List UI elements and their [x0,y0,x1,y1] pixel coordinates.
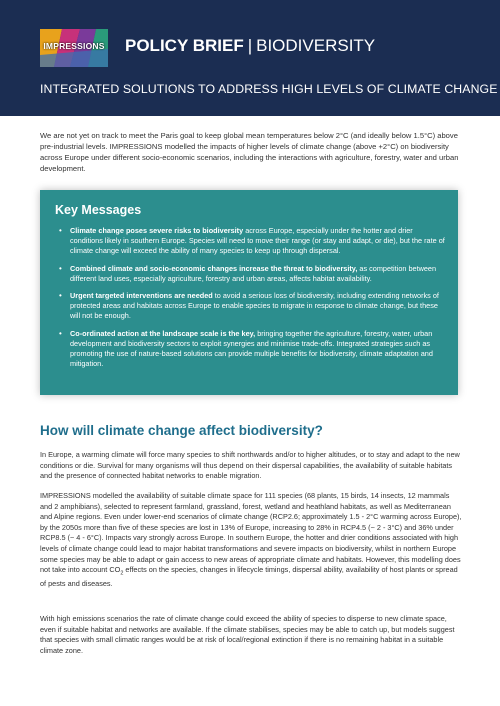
key-message-lead: Co-ordinated action at the landscape scale is the key, [70,328,256,338]
bullet-icon: • [59,291,62,301]
header-banner [0,0,500,116]
section-heading: How will climate change affect biodiversity? [40,423,323,438]
body-paragraph-3: With high emissions scenarios the rate of climate change could exceed the ability of species to disperse to new climate space, even if suitable habitat and networks are available. If the climate stabilises, species may be able to catch up, but models suggest that species with small climatic ranges would be at risk of local/regional extinction if there is no remaining habitat in a suitable climate zone. [40,614,455,655]
brief-title [125,36,375,56]
key-message-item [58,291,446,322]
key-message-text: across Europe, especially under the hotter and drier conditions likely in southern Europe. Species will need to move their range (or stay and adapt, or die), but the rate of climate change will exceed the ability of many species to keep up through dispersal. [70,226,445,256]
brief-subtitle: INTEGRATED SOLUTIONS TO ADDRESS HIGH LEVELS OF CLIMATE CHANGE [40,82,498,96]
key-messages-title: Key Messages [55,203,142,217]
brief-label: POLICY BRIEF [125,36,244,55]
key-message-lead: Combined climate and socio-economic changes increase the threat to biodiversity, [70,263,358,273]
co2-subscript: 2 [120,570,124,577]
intro-paragraph: We are not yet on track to meet the Paris goal to keep global mean temperatures below 2°C (and ideally below 1.5°C) above pre-industrial levels. IMPRESSIONS modelled the impacts of higher levels of climate change (above +2°C) on biodiversity across Europe under different socio-economic scenarios, including the interactions with agriculture, forestry, water and urban development. [40,131,459,173]
key-message-item [58,329,446,370]
key-message-lead: Climate change poses severe risks to biodiversity [70,226,244,235]
title-separator: | [247,36,253,55]
paragraph-2-text-b: effects on the species, changes in lifecycle timings, dispersal ability, availability of host plants or spread of pests and diseases. [40,565,458,589]
body-paragraph-1: In Europe, a warming climate will force many species to shift northwards and/or to higher altitudes, or to stay and adapt to the new conditions or die. Survival for many organisms will thus depend on their dispersal capabilities, the availability of suitable habitats and the presence of connected habitat networks to enable migration. [40,450,460,481]
logo-wordmark: IMPRESSIONS [43,41,105,51]
key-message-item [58,226,446,257]
key-message-item [58,264,446,284]
body-paragraph-2 [40,491,462,590]
key-message-lead: Urgent targeted interventions are needed [70,291,213,301]
brief-topic: BIODIVERSITY [256,36,376,55]
key-message-text: to avoid a serious loss of biodiversity, including extending networks of protected areas and habitats across Europe to enable species to migrate in response to climate change, but these will not be enough. [70,291,439,321]
key-messages-list [58,226,446,376]
key-message-text: as competition between different land uses, especially agriculture, forestry and urban areas, affects habitat availability. [70,263,437,283]
impressions-logo [40,29,108,67]
bullet-icon: • [59,226,62,235]
bullet-icon: • [59,328,62,338]
paragraph-2-text-a: IMPRESSIONS modelled the availability of suitable climate space for 111 species (68 plants, 15 birds, 14 insects, 12 mammals and 2 amphibians), selected to represent farmland, grassland, forest, wetland and heathland habitats, as well as Mediterranean and Alpine regions. Even under lower-end scenarios of climate change (RCP2.6; approximately 1.5 - 2°C warming across Europe), by the 2050s more than five of these species are lost in 13% of Europe, increasing to 28% in RCP4.5 (~ 2 - 3°C) and 36% under RCP8.5 (~ 4 - 6°C). Impacts vary strongly across Europe. In southern Europe, the hotter and drier conditions associated with high levels of climate change could lead to major habitat transformations and severe impacts on biodiversity, whilst in northern Europe some species may be able to adapt or gain access to new areas of appropriate climate and habitats. However, this modelling does not take into account CO [40,491,462,575]
bullet-icon: • [59,263,62,273]
key-message-text: bringing together the agriculture, forestry, water, urban development and biodiversity sectors to exploit synergies and minimise trade-offs. Integrated strategies such as promoting the use of nature-based solutions can provide multiple benefits for biodiversity, climate adaptation and mitigation. [70,328,433,369]
key-messages-box [40,190,458,395]
